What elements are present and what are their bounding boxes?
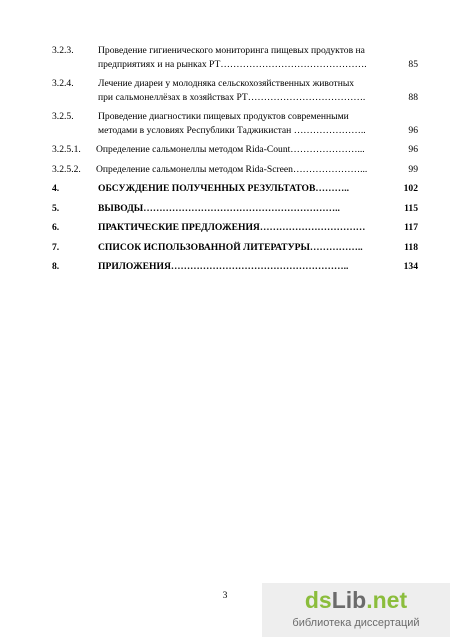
- toc-entry-number: 3.2.5.2.: [52, 163, 81, 175]
- toc-entry-title: [96, 163, 392, 177]
- watermark-subtitle: библиотека диссертаций: [292, 617, 420, 629]
- toc-entry: [52, 221, 418, 235]
- toc-entry-title: [98, 182, 392, 196]
- toc-entry: [52, 163, 418, 177]
- toc-entry-title: [96, 143, 392, 157]
- toc-entry-page: 118: [404, 241, 418, 253]
- page-number: 3: [222, 590, 228, 601]
- toc-entry-number: 4.: [52, 183, 60, 194]
- toc-entry-title: [98, 202, 392, 216]
- toc-entry-title: [98, 260, 392, 274]
- toc-entry-page: 96: [408, 124, 418, 136]
- toc-entry-number: 7.: [52, 241, 60, 253]
- toc-entry-line: ОБСУЖДЕНИЕ ПОЛУЧЕННЫХ РЕЗУЛЬТАТОВ………..: [98, 183, 349, 194]
- toc-entry-title: [98, 241, 392, 255]
- toc-entry-line: при сальмонеллёзах в хозяйствах РТ……………………………….: [98, 91, 366, 103]
- toc-entry-line: Лечение диареи у молодняка сельскохозяйственных животных: [98, 78, 355, 89]
- toc-entry-number: 3.2.3.: [52, 45, 74, 56]
- toc-entry-line: Проведение диагностики пищевых продуктов современными: [98, 111, 349, 122]
- toc-entry-line: методами в условиях Республики Таджикистан …………………..: [98, 124, 366, 136]
- toc-entry: [52, 44, 418, 71]
- toc-entry: [52, 202, 418, 216]
- toc-entry-page: 99: [408, 163, 418, 175]
- dslib-logo: dsLib.net: [304, 587, 408, 613]
- toc-entry: [52, 241, 418, 255]
- toc-entry-title: [98, 221, 392, 235]
- table-of-contents: [52, 44, 418, 280]
- toc-entry-page: 85: [408, 58, 418, 70]
- toc-entry-page: 88: [408, 91, 418, 103]
- toc-entry-line: Определение сальмонеллы методом Rida-Count…………………...: [96, 144, 365, 155]
- watermark-badge[interactable]: [262, 583, 450, 637]
- toc-entry-title: [98, 77, 392, 104]
- toc-entry: [52, 110, 418, 137]
- toc-entry: [52, 182, 418, 196]
- toc-entry-line: ВЫВОДЫ……………………………………………………..: [98, 202, 340, 214]
- toc-entry: [52, 77, 418, 104]
- toc-entry-line: предприятиях и на рынках РТ……………………………………….: [98, 58, 367, 70]
- toc-entry-number: 8.: [52, 261, 60, 272]
- toc-entry-title: [98, 110, 392, 137]
- toc-entry-line: ПРИЛОЖЕНИЯ………………………………………………..: [98, 261, 349, 272]
- toc-entry-page: 102: [403, 183, 418, 194]
- toc-entry-page: 134: [403, 261, 418, 272]
- toc-entry-number: 5.: [52, 202, 60, 214]
- toc-entry-line: Проведение гигиенического мониторинга пищевых продуктов на: [98, 45, 365, 56]
- toc-entry-line: ПРАКТИЧЕСКИЕ ПРЕДЛОЖЕНИЯ……………………………: [98, 222, 366, 233]
- toc-entry-number: 3.2.5.: [52, 111, 74, 122]
- toc-entry: [52, 260, 418, 274]
- toc-entry-number: 3.2.5.1.: [52, 144, 81, 155]
- toc-entry-title: [98, 44, 392, 71]
- toc-entry-line: СПИСОК ИСПОЛЬЗОВАННОЙ ЛИТЕРАТУРЫ……………..: [98, 241, 363, 253]
- toc-entry-line: Определение сальмонеллы методом Rida-Screen…………………...: [96, 163, 368, 175]
- toc-entry-number: 6.: [52, 222, 60, 233]
- toc-entry-page: 117: [404, 222, 418, 233]
- toc-entry-page: 96: [408, 144, 418, 155]
- toc-entry-page: 115: [404, 202, 418, 214]
- toc-entry-number: 3.2.4.: [52, 78, 74, 89]
- toc-entry: [52, 143, 418, 157]
